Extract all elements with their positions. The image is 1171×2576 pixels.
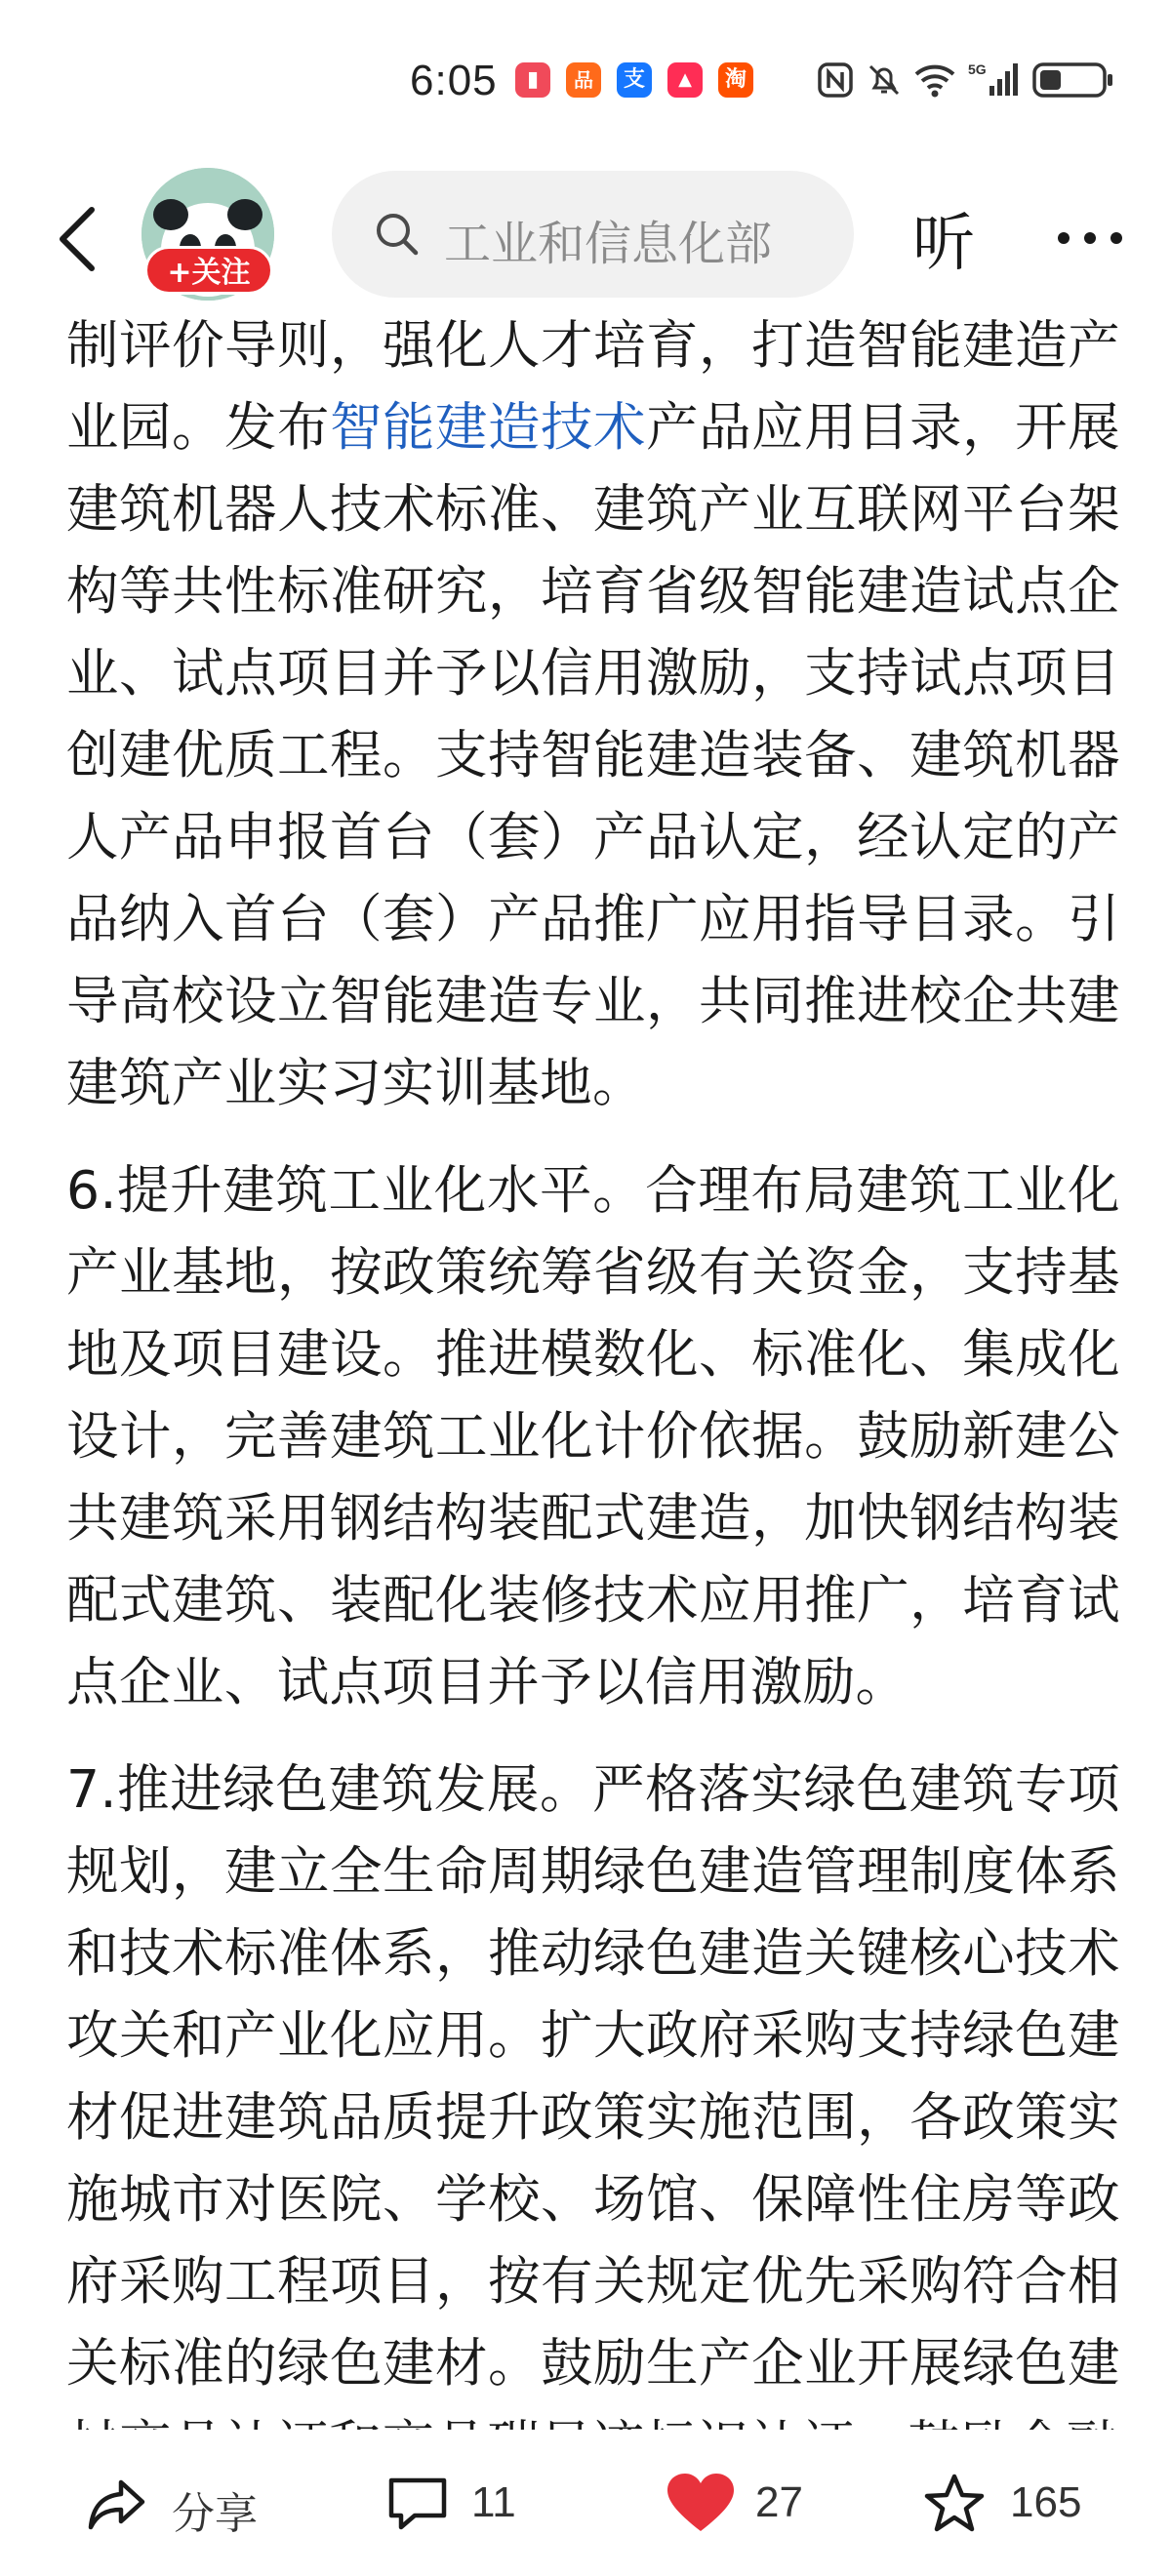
like-count: 27 [755, 2478, 803, 2526]
paragraph-text: 制评价导则，强化人才培育，打造智能建造产业园。发布 [66, 314, 1120, 458]
mute-bell-icon [865, 60, 904, 100]
share-button[interactable] [86, 2467, 281, 2545]
video-app-icon: ▲ [667, 62, 703, 98]
status-bar [0, 0, 1171, 166]
favorite-button[interactable] [922, 2467, 1117, 2545]
action-bar [0, 2439, 1171, 2576]
article-paragraph [66, 304, 1120, 1124]
search-icon [373, 210, 422, 259]
more-icon[interactable] [1056, 230, 1124, 246]
favorite-count: 165 [1010, 2478, 1082, 2526]
battery-icon [1032, 60, 1116, 100]
heart-icon [666, 2473, 736, 2535]
wifi-icon [913, 60, 956, 100]
like-button[interactable] [666, 2467, 841, 2545]
listen-button[interactable]: 听 [912, 208, 975, 280]
article-paragraph: 7.推进绿色建筑发展。严格落实绿色建筑专项规划，建立全生命周期绿色建造管理制度体系和技术标准体系，推动绿色建造关键核心技术攻关和产业化应用。扩大政府采购支持绿色建材促进建筑品质提升政策实施范围，各政策实施城市对医院、学校、场馆、保障性住房等政府采购工程项目，按有关规定优先采购符合相关标准的绿色建材。鼓励生产企业开展绿色建 [66, 1758, 1120, 2394]
comment-icon [385, 2473, 450, 2535]
red-app-icon: ▮ [515, 62, 550, 98]
paragraph-text: 产品应用目录，开展建筑机器人技术标准、建筑产业互联网平台架构等共性标准研究，培育省级智能建造试点企业、试点项目并予以信用激励，支持试点项目创建优质工程。支持智能建造装备、建筑机器人产品申报首台（套）产品认定，经认定的产品纳入首台（套）产品推广应用指导目录。引导高校设立智能建造专业，共同推进校企共建建筑产业实习实训基地。 [66, 396, 1120, 1113]
article-body [66, 304, 1120, 2486]
search-bar[interactable] [332, 171, 854, 298]
comment-count: 11 [471, 2478, 516, 2526]
share-label: 分享 [172, 2490, 258, 2538]
comment-button[interactable] [385, 2467, 561, 2545]
share-icon [86, 2473, 148, 2535]
svg-text:5G: 5G [968, 61, 987, 77]
status-time: 6:05 [410, 57, 498, 104]
follow-button[interactable]: +关注 [144, 246, 273, 295]
alipay-icon: 支 [617, 62, 652, 98]
topic-link[interactable]: 智能建造技术 [330, 396, 647, 458]
nfc-icon [816, 60, 855, 100]
taobao-icon: 淘 [718, 62, 753, 98]
signal-5g-icon [968, 60, 1019, 100]
orange-app-icon: 品 [566, 62, 601, 98]
search-placeholder: 工业和信息化部 [444, 217, 773, 271]
article-paragraph: 6.提升建筑工业化水平。合理布局建筑工业化产业基地，按政策统筹省级有关资金，支持基地及项目建设。推进模数化、标准化、集成化设计，完善建筑工业化计价依据。鼓励新建公共建筑采用钢结构装配式建造，加快钢结构装配式建筑、装配化装修技术应用推广，培育试点企业、试点项目并予以信用激励。 [66, 1159, 1120, 1712]
back-icon[interactable] [49, 200, 107, 278]
star-icon [922, 2473, 987, 2535]
